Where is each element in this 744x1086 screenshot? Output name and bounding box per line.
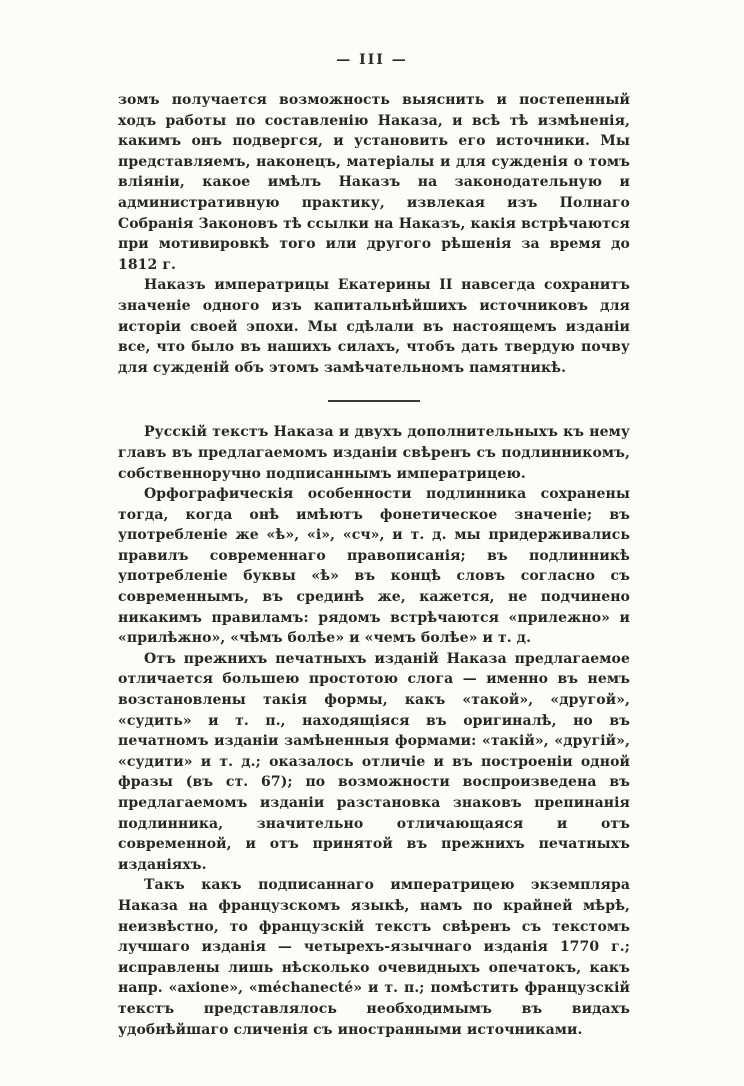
paragraph: Отъ прежнихъ печатныхъ изданій Наказа предлагаемое отличается большею простотою слога — именно въ немъ возстановлены такія формы, какъ «такой», «другой», «судить» и т. п., находящіяся въ оригиналѣ, но въ печатномъ изданіи замѣненныя формами: «такій», «другій», «судити» и т. д.; оказалось отличіе и въ построеніи одной фразы (въ ст. 67); по возможности воспроизведена въ предлагаемомъ изданіи разстановка знаковъ препинанія подлинника, значительно отличающаяся и отъ современной, и отъ принятой въ прежнихъ печатныхъ изданіяхъ. <box>118 650 630 873</box>
paragraph: Наказъ императрицы Екатерины II навсегда сохранитъ значеніе одного изъ капитальнѣйшихъ источниковъ для исторіи своей эпохи. Мы сдѣлали въ настоящемъ изданіи все, что было въ нашихъ силахъ, чтобъ дать твердую почву для сужденій объ этомъ замѣчательномъ памятникѣ. <box>118 277 630 376</box>
paragraph: Русскій текстъ Наказа и двухъ дополнительныхъ къ нему главъ въ предлагаемомъ изданіи свѣренъ съ подлинникомъ, собственноручно подписаннымъ императрицею. <box>118 424 630 482</box>
page-number: — III — <box>336 52 408 68</box>
paragraph: Орфографическія особенности подлинника сохранены тогда, когда онѣ имѣютъ фонетическое значеніе; въ употребленіе же «ѣ», «і», «сч», и т. д. мы придерживались правилъ современнаго правописанія; въ подлинникѣ употребленіе буквы «ѣ» въ концѣ словъ согласно съ современнымъ, въ срединѣ же, кажется, не подчинено никакимъ правиламъ: рядомъ встрѣчаются «прилежно» и «прилѣжно», «чѣмъ болѣе» и «чемъ болѣе» и т. д. <box>118 486 630 647</box>
separator-rule-icon <box>328 400 420 402</box>
page-content <box>118 90 630 1040</box>
paragraph: Такъ какъ подписаннаго императрицею экземпляра Наказа на французскомъ языкѣ, намъ по крайней мѣрѣ, неизвѣстно, то французскій текстъ свѣренъ съ текстомъ лучшаго изданія — четырехъ-язычнаго изданія 1770 г.; исправлены лишь нѣсколько очевидныхъ опечатокъ, какъ напр. «axione», «méchanecté» и т. п.; помѣстить французскій текстъ представлялось необходимымъ въ видахъ удобнѣйшаго сличенія съ иностранными источниками. <box>118 877 630 1038</box>
paragraph: зомъ получается возможность выяснить и постепенный ходъ работы по составленію Наказа, и всѣ тѣ измѣненія, какимъ онъ подвергся, и установить его источники. Мы представляемъ, наконецъ, матеріалы и для сужденія о томъ вліяніи, какое имѣлъ Наказъ на законодательную и административную практику, извлекая изъ Полнаго Собранія Законовъ тѣ ссылки на Наказъ, какія встрѣчаются при мотивировкѣ того или другого рѣшенія за время до 1812 г. <box>118 92 630 273</box>
section-separator <box>118 378 630 422</box>
